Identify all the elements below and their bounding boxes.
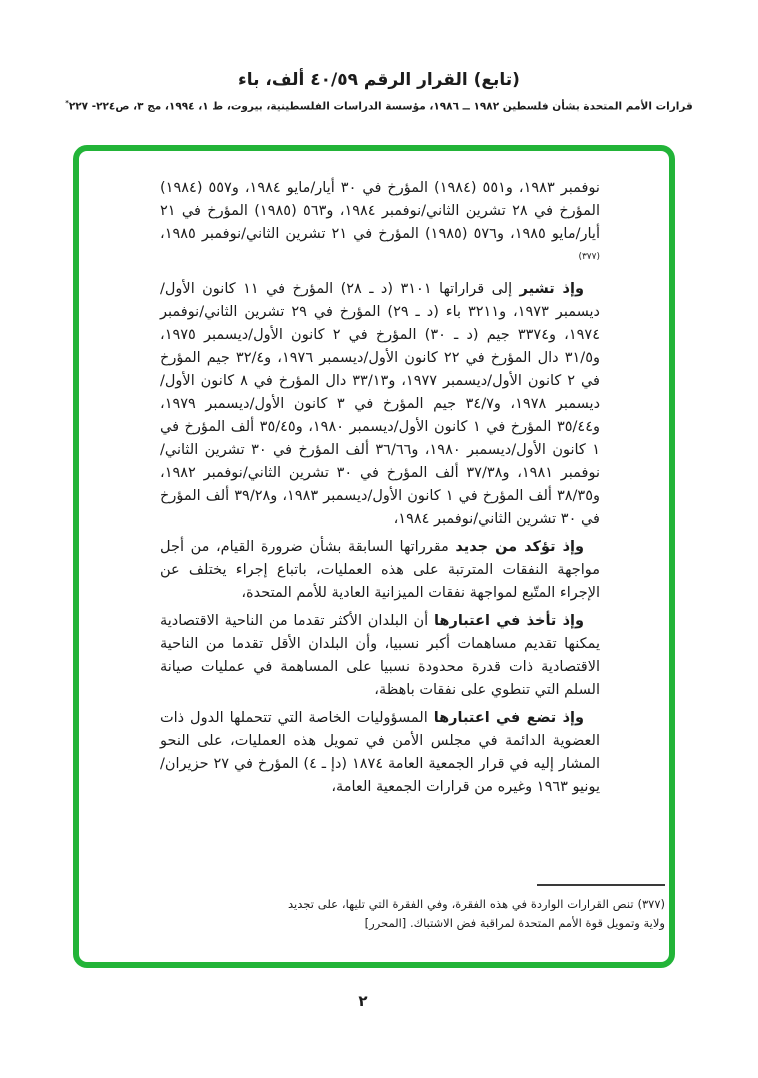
page-header [0, 70, 758, 113]
resolution-title: (تابع) القرار الرقم ٤٠/٥٩ ألف، باء [238, 70, 520, 90]
source-citation [0, 99, 758, 113]
source-citation-mark: * [65, 99, 69, 107]
footnote-separator [537, 884, 665, 886]
source-citation-text: قرارات الأمم المتحدة بشأن فلسطين ١٩٨٢ ــ ١٩٨٦، مؤسسة الدراسات الفلسطينية، بيروت، ط ١، ١٩٩٤، مج ٣، ص٢٢٤- ٢٢٧ [68, 100, 693, 113]
paragraph-lead: وإذ تضع في اعتبارها [433, 710, 585, 726]
paragraph-text: المسؤوليات الخاصة التي تتحملها الدول ذات العضوية الدائمة في مجلس الأمن في تمويل هذه العمليات، على النحو المشار إليه في قرار الجمعية العامة ١٨٧٤ (دإ ـ ٤) المؤرخ في ٢٧ حزيران/يونيو ١٩٦٣ وغيره من قرارات الجمعية العامة، [160, 710, 601, 795]
body-paragraph [160, 177, 600, 273]
paragraph-lead: وإذ تأخذ في اعتبارها [433, 613, 584, 629]
footnote-marker: (٣٧٧) [637, 897, 665, 911]
paragraph-text: أن البلدان الأكثر تقدما من الناحية الاقتصادية يمكنها تقديم مساهمات أكبر نسبيا، وأن البلدان الأقل تقدما من الناحية الاقتصادية ذات قدرة محدودة نسبيا على المساهمة في عمليات صيانة السلم التي تنطوي على نفقات باهظة، [160, 613, 600, 698]
paragraph-text: إلى قراراتها ٣١٠١ (د ـ ٢٨) المؤرخ في ١١ كانون الأول/ديسمبر ١٩٧٣، و٣٢١١ باء (د ـ ٢٩) المؤرخ في ٢٩ تشرين الثاني/نوفمبر ١٩٧٤، و٣٣٧٤ جيم (د ـ ٣٠) المؤرخ في ٢ كانون الأول/ديسمبر ١٩٧٥، و٣١/٥ دال المؤرخ في ٢٢ كانون الأول/ديسمبر ١٩٧٦، و٣٢/٤ جيم المؤرخ في ٢ كانون الأول/ديسمبر ١٩٧٧، و٣٣/١٣ دال المؤرخ في ٨ كانون الأول/ديسمبر ١٩٧٨، و٣٤/٧ جيم المؤرخ في ٣ كانون الأول/ديسمبر ١٩٧٩، و٣٥/٤٤ المؤرخ في ١ كانون الأول/ديسمبر ١٩٨٠، و٣٥/٤٥ ألف المؤرخ في ١ كانون الأول/ديسمبر ١٩٨٠، و٣٦/٦٦ ألف المؤرخ في ٣٠ تشرين الثاني/نوفمبر ١٩٨١، و٣٧/٣٨ ألف المؤرخ في ٣٠ تشرين الثاني/نوفمبر ١٩٨٢، و٣٨/٣٥ ألف المؤرخ في ١ كانون الأول/ديسمبر ١٩٨٣، و٣٩/٢٨ ألف المؤرخ في ٣٠ تشرين الثاني/نوفمبر ١٩٨٤، [160, 281, 601, 527]
paragraph-lead: وإذ تشير [519, 281, 584, 297]
body-paragraph [160, 536, 600, 605]
footnote [288, 895, 665, 933]
page-number: ٢ [358, 992, 368, 1010]
body-paragraph [160, 707, 600, 799]
footnote-area [288, 884, 665, 933]
footnote-text: تنص القرارات الواردة في هذه الفقرة، وفي الفقرة التي تليها، على تجديد ولاية وتمويل قوة الأمم المتحدة لمراقبة فض الاشتباك. [المحرر] [288, 897, 665, 930]
document-frame [73, 145, 675, 968]
paragraph-lead: وإذ تؤكد من جديد [455, 539, 584, 555]
document-body [160, 177, 600, 804]
footnote-reference: (٣٧٧) [578, 252, 600, 262]
paragraph-text: نوفمبر ١٩٨٣، و٥٥١ (١٩٨٤) المؤرخ في ٣٠ أيار/مايو ١٩٨٤، و٥٥٧ (١٩٨٤) المؤرخ في ٢٨ تشرين الثاني/نوفمبر ١٩٨٤، و٥٦٣ (١٩٨٥) المؤرخ في ٢١ أيار/مايو ١٩٨٥، و٥٧٦ (١٩٨٥) المؤرخ في ٢١ تشرين الثاني/نوفمبر ١٩٨٥، [160, 180, 600, 242]
body-paragraph [160, 278, 600, 531]
body-paragraph [160, 610, 600, 702]
paragraph-text: مقرراتها السابقة بشأن ضرورة القيام، من أجل مواجهة النفقات المترتبة على هذه العمليات، باتباع إجراء يختلف عن الإجراء المتّبع لمواجهة نفقات الميزانية العادية للأمم المتحدة، [160, 539, 600, 601]
